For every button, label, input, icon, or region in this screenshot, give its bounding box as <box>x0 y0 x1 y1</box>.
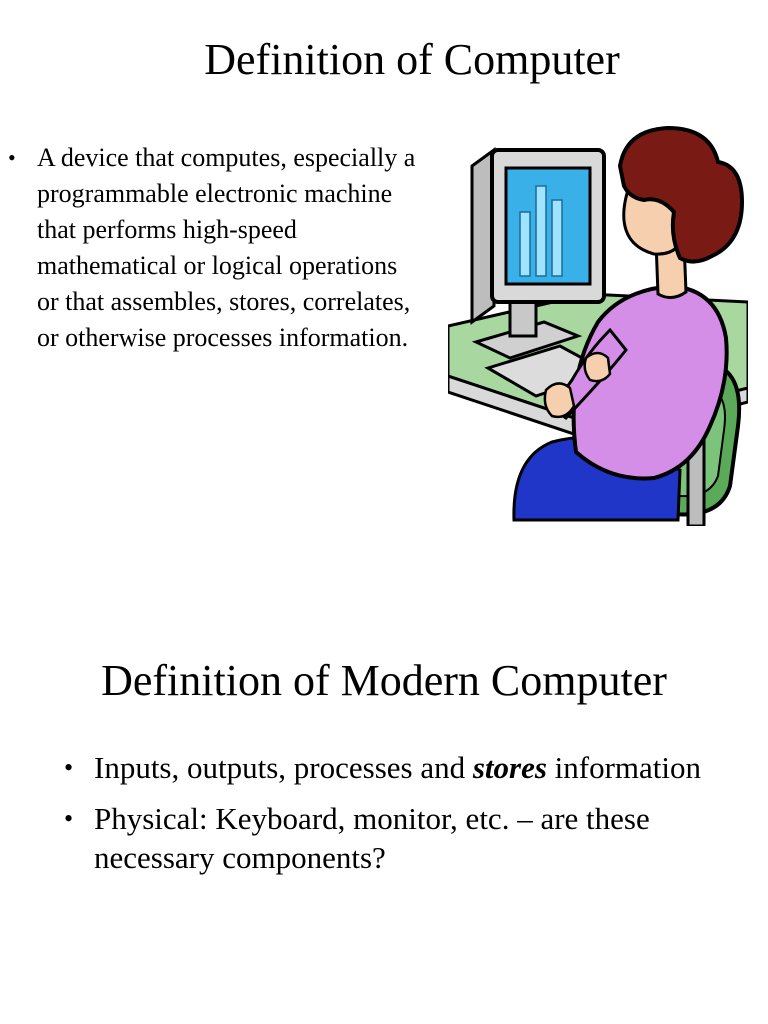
slide-definition-of-modern-computer <box>0 640 768 940</box>
screen-bar <box>520 212 530 276</box>
bullet-text: A device that computes, especially a programmable electronic machine that performs high-speed mathematical or logical operations or that assembles, stores, correlates, or otherwise processes information. <box>37 143 416 352</box>
hand <box>585 353 610 381</box>
hand <box>545 383 574 416</box>
slide-title: Definition of Modern Computer <box>101 656 667 705</box>
bullet-dot: • <box>64 804 74 833</box>
screen-bar <box>552 200 562 276</box>
bullet-text-end: information <box>546 750 702 785</box>
bullet-text-emphasis: stores <box>472 750 547 785</box>
bullet-dot: • <box>64 753 74 782</box>
bullet-item <box>8 140 418 356</box>
bullet-item <box>64 748 724 787</box>
monitor-screen <box>506 168 590 284</box>
bullet-dot: • <box>8 145 16 170</box>
bullet-list <box>8 140 418 356</box>
bullet-text: Physical: Keyboard, monitor, etc. – are these necessary components? <box>94 801 650 875</box>
slide-title: Definition of Computer <box>204 35 620 84</box>
bullet-item <box>64 799 724 877</box>
bullet-text-start: Inputs, outputs, processes and <box>94 750 473 785</box>
woman-at-computer-icon <box>448 126 748 526</box>
screen-bar <box>536 186 546 276</box>
monitor-neck <box>510 302 536 336</box>
bullet-list <box>64 748 724 889</box>
